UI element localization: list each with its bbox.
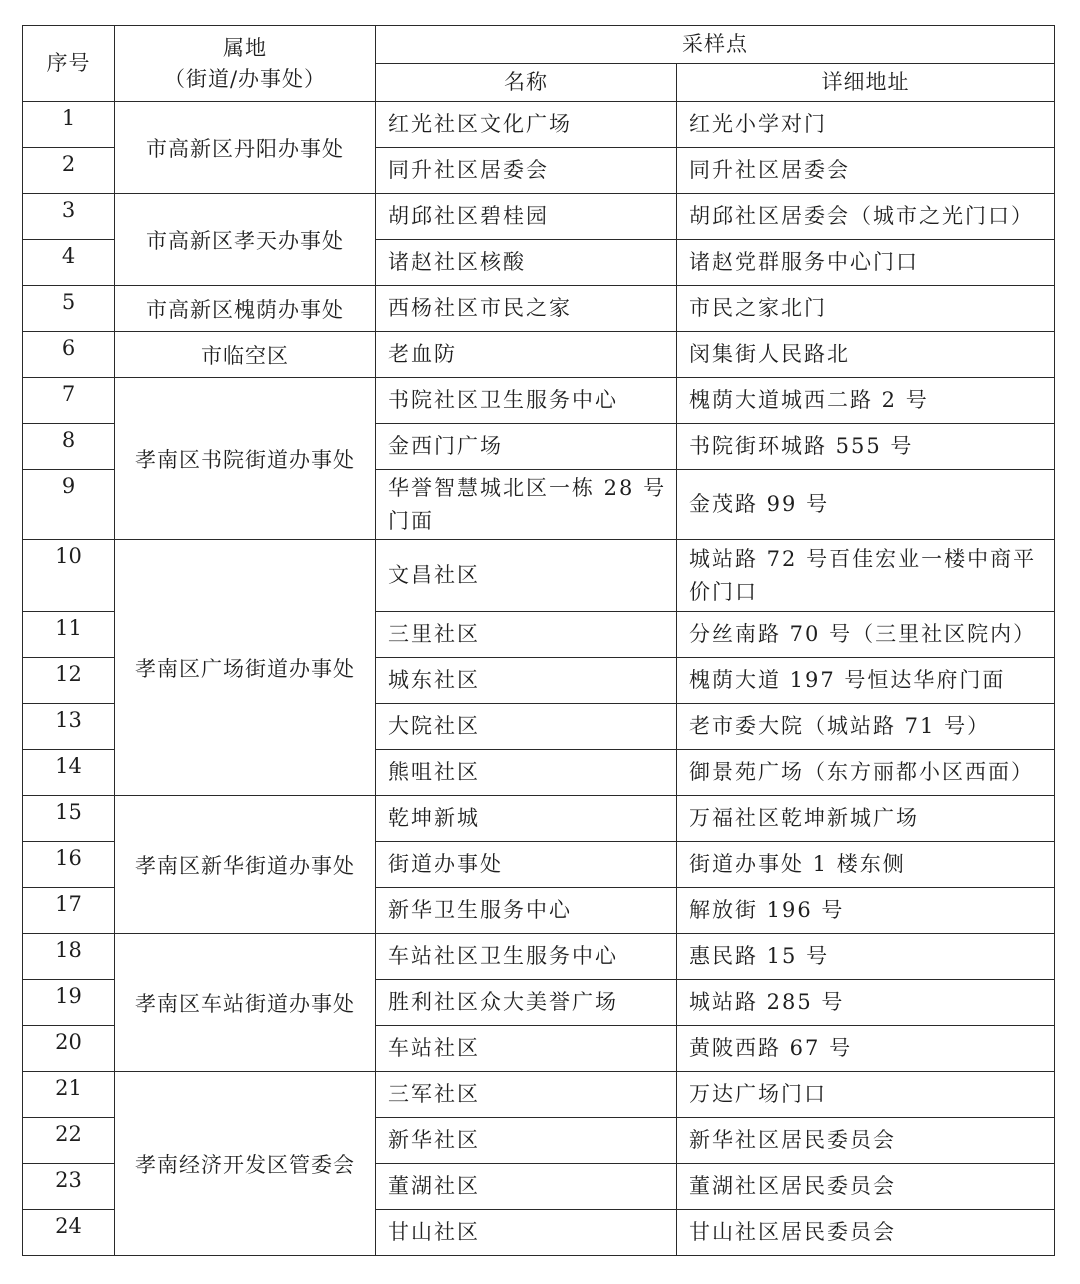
cell-address: 分丝南路 70 号（三里社区院内） — [677, 612, 1055, 658]
cell-no: 17 — [23, 888, 115, 934]
cell-name: 城东社区 — [376, 658, 677, 704]
cell-no: 14 — [23, 750, 115, 796]
cell-name: 金西门广场 — [376, 424, 677, 470]
cell-name: 熊咀社区 — [376, 750, 677, 796]
cell-no: 1 — [23, 102, 115, 148]
cell-no: 13 — [23, 704, 115, 750]
cell-name: 诸赵社区核酸 — [376, 240, 677, 286]
cell-name: 华誉智慧城北区一栋 28 号门面 — [376, 470, 677, 540]
cell-address: 胡邱社区居委会（城市之光门口） — [677, 194, 1055, 240]
cell-name: 同升社区居委会 — [376, 148, 677, 194]
cell-name: 新华社区 — [376, 1118, 677, 1164]
cell-no: 24 — [23, 1210, 115, 1256]
table-body — [23, 102, 1055, 1256]
cell-area: 孝南区新华街道办事处 — [115, 796, 376, 934]
table-row — [23, 194, 1055, 240]
cell-no: 22 — [23, 1118, 115, 1164]
cell-address: 街道办事处 1 楼东侧 — [677, 842, 1055, 888]
cell-name: 乾坤新城 — [376, 796, 677, 842]
cell-address: 金茂路 99 号 — [677, 470, 1055, 540]
cell-name: 文昌社区 — [376, 540, 677, 612]
cell-address: 老市委大院（城站路 71 号） — [677, 704, 1055, 750]
cell-address: 书院街环城路 555 号 — [677, 424, 1055, 470]
cell-address: 城站路 72 号百佳宏业一楼中商平价门口 — [677, 540, 1055, 612]
cell-name: 甘山社区 — [376, 1210, 677, 1256]
cell-name: 西杨社区市民之家 — [376, 286, 677, 332]
cell-no: 15 — [23, 796, 115, 842]
cell-no: 19 — [23, 980, 115, 1026]
cell-address: 董湖社区居民委员会 — [677, 1164, 1055, 1210]
cell-address: 市民之家北门 — [677, 286, 1055, 332]
cell-no: 23 — [23, 1164, 115, 1210]
cell-address: 甘山社区居民委员会 — [677, 1210, 1055, 1256]
cell-area: 孝南区车站街道办事处 — [115, 934, 376, 1072]
cell-area: 市高新区丹阳办事处 — [115, 102, 376, 194]
cell-area: 孝南区书院街道办事处 — [115, 378, 376, 540]
table-row — [23, 934, 1055, 980]
cell-no: 5 — [23, 286, 115, 332]
cell-no: 9 — [23, 470, 115, 540]
header-area — [115, 26, 376, 102]
cell-name: 胡邱社区碧桂园 — [376, 194, 677, 240]
table-row — [23, 286, 1055, 332]
cell-name: 红光社区文化广场 — [376, 102, 677, 148]
cell-name: 书院社区卫生服务中心 — [376, 378, 677, 424]
cell-no: 4 — [23, 240, 115, 286]
cell-name: 大院社区 — [376, 704, 677, 750]
cell-name: 老血防 — [376, 332, 677, 378]
cell-no: 10 — [23, 540, 115, 612]
cell-address: 闵集街人民路北 — [677, 332, 1055, 378]
header-area-line1: 属地 — [223, 36, 267, 61]
cell-no: 18 — [23, 934, 115, 980]
cell-no: 7 — [23, 378, 115, 424]
cell-area: 市临空区 — [115, 332, 376, 378]
table-row — [23, 1072, 1055, 1118]
sampling-points-table — [22, 25, 1055, 1256]
header-address: 详细地址 — [677, 64, 1055, 102]
table-row — [23, 332, 1055, 378]
cell-area: 市高新区孝天办事处 — [115, 194, 376, 286]
header-sampling: 采样点 — [376, 26, 1055, 64]
cell-no: 3 — [23, 194, 115, 240]
table-row — [23, 796, 1055, 842]
cell-no: 8 — [23, 424, 115, 470]
cell-address: 万达广场门口 — [677, 1072, 1055, 1118]
cell-address: 城站路 285 号 — [677, 980, 1055, 1026]
cell-no: 12 — [23, 658, 115, 704]
header-area-line2: （街道/办事处） — [163, 66, 327, 91]
cell-name: 街道办事处 — [376, 842, 677, 888]
cell-no: 20 — [23, 1026, 115, 1072]
cell-name: 新华卫生服务中心 — [376, 888, 677, 934]
cell-no: 2 — [23, 148, 115, 194]
cell-area: 孝南经济开发区管委会 — [115, 1072, 376, 1256]
cell-address: 红光小学对门 — [677, 102, 1055, 148]
cell-name: 车站社区卫生服务中心 — [376, 934, 677, 980]
cell-area: 孝南区广场街道办事处 — [115, 540, 376, 796]
cell-name: 董湖社区 — [376, 1164, 677, 1210]
cell-address: 槐荫大道 197 号恒达华府门面 — [677, 658, 1055, 704]
cell-address: 槐荫大道城西二路 2 号 — [677, 378, 1055, 424]
cell-address: 同升社区居委会 — [677, 148, 1055, 194]
cell-no: 16 — [23, 842, 115, 888]
cell-name: 三里社区 — [376, 612, 677, 658]
table-row — [23, 378, 1055, 424]
header-name: 名称 — [376, 64, 677, 102]
cell-no: 21 — [23, 1072, 115, 1118]
cell-name: 胜利社区众大美誉广场 — [376, 980, 677, 1026]
table-row — [23, 540, 1055, 612]
cell-no: 11 — [23, 612, 115, 658]
header-no: 序号 — [23, 26, 115, 102]
cell-address: 惠民路 15 号 — [677, 934, 1055, 980]
cell-address: 黄陂西路 67 号 — [677, 1026, 1055, 1072]
table-row — [23, 102, 1055, 148]
cell-address: 御景苑广场（东方丽都小区西面） — [677, 750, 1055, 796]
cell-name: 车站社区 — [376, 1026, 677, 1072]
cell-name: 三军社区 — [376, 1072, 677, 1118]
cell-address: 万福社区乾坤新城广场 — [677, 796, 1055, 842]
cell-address: 解放街 196 号 — [677, 888, 1055, 934]
cell-no: 6 — [23, 332, 115, 378]
cell-address: 新华社区居民委员会 — [677, 1118, 1055, 1164]
cell-address: 诸赵党群服务中心门口 — [677, 240, 1055, 286]
cell-area: 市高新区槐荫办事处 — [115, 286, 376, 332]
